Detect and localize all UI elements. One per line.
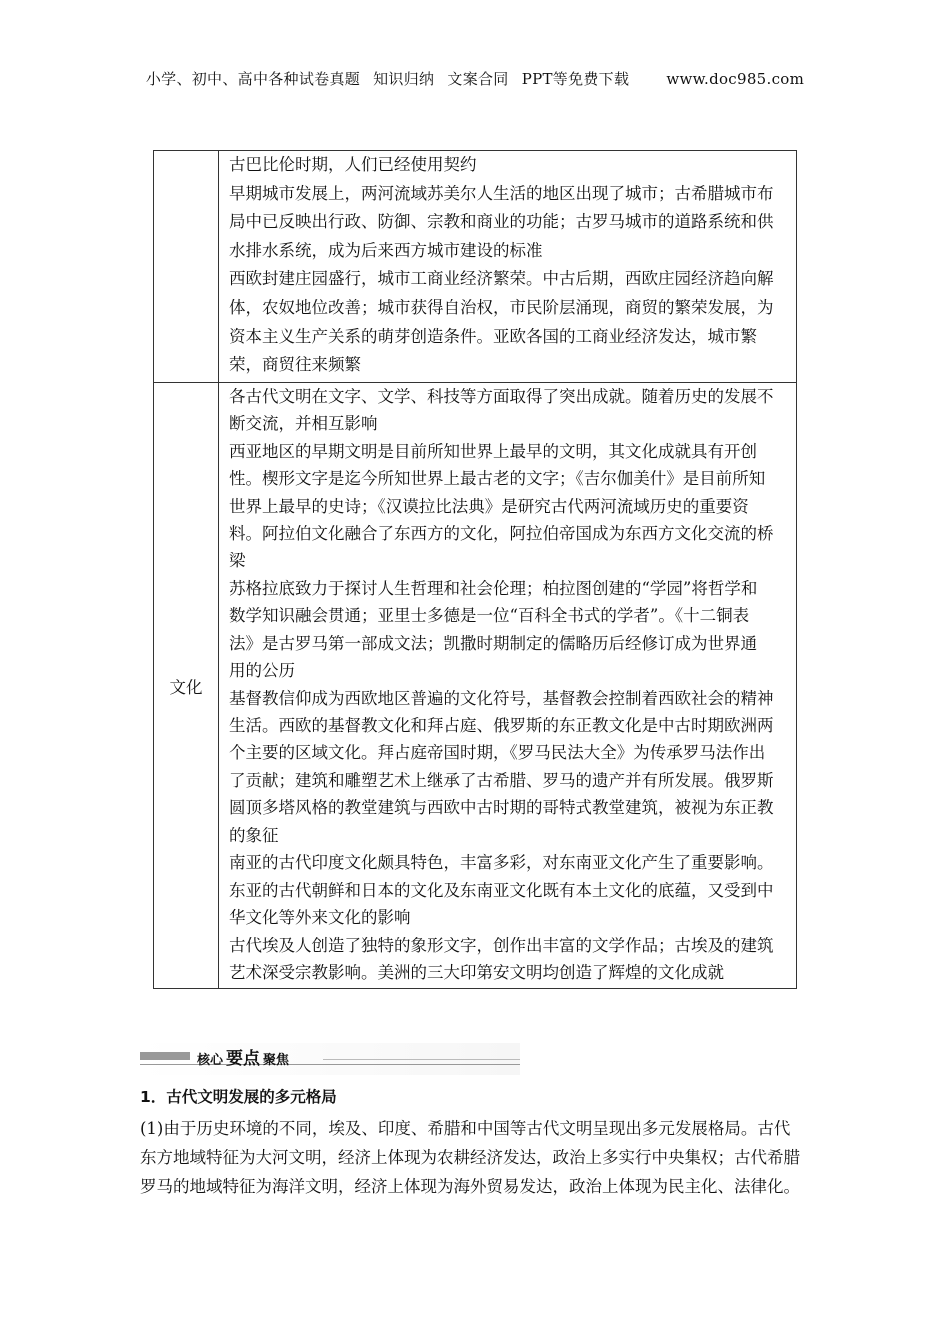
row-content <box>219 151 797 383</box>
row-content <box>219 382 797 989</box>
paragraph-line: 早期城市发展上，两河流域苏美尔人生活的地区出现了城市；古希腊城市布 <box>229 183 774 203</box>
paragraph-line: 南亚的古代印度文化颇具特色，丰富多彩，对东南亚文化产生了重要影响。 <box>229 853 774 873</box>
paragraph-line: 艺术深受宗教影响。美洲的三大印第安文明均创造了辉煌的文化成就 <box>229 962 724 982</box>
paragraph-line: 法》是古罗马第一部成文法；凯撒时期制定的儒略历后经修订成为世界通 <box>229 633 757 653</box>
page-header <box>0 68 950 89</box>
paragraph-line: 数学知识融会贯通；亚里士多德是一位“百科全书式的学者”。《十二铜表 <box>229 606 750 626</box>
banner-title <box>197 1044 289 1069</box>
paragraph-line: 西欧封建庄园盛行，城市工商业经济繁荣。中古后期，西欧庄园经济趋向解 <box>229 269 774 289</box>
table-row-culture <box>154 382 797 989</box>
section-banner <box>140 1043 520 1075</box>
table-paragraph <box>229 877 788 932</box>
header-item: 小学、初中、高中各种试卷真题 <box>145 70 361 88</box>
paragraph-line: 西亚地区的早期文明是目前所知世界上最早的文明，其文化成就具有开创 <box>229 441 757 461</box>
table-paragraph <box>229 265 788 379</box>
paragraph-line: 古代埃及人创造了独特的象形文字，创作出丰富的文学作品；古埃及的建筑 <box>229 935 774 955</box>
paragraph-line: 了贡献；建筑和雕塑艺术上继承了古希腊、罗马的遗产并有所发展。俄罗斯 <box>229 770 774 790</box>
paragraph-line: (1)由于历史环境的不同，埃及、印度、希腊和中国等古代文明呈现出多元发展格局。古代 <box>140 1119 791 1138</box>
banner-text-emphasis: 要点 <box>226 1049 261 1069</box>
paragraph-line: 个主要的区域文化。拜占庭帝国时期，《罗马民法大全》为传承罗马法作出 <box>229 743 766 763</box>
banner-text: 聚焦 <box>263 1053 290 1068</box>
paragraph-line: 断交流，并相互影响 <box>229 414 378 434</box>
paragraph-line: 罗马的地域特征为海洋文明，经济上体现为海外贸易发达，政治上体现为民主化、法律化。 <box>140 1177 800 1196</box>
table-paragraph <box>229 383 788 438</box>
paragraph-line: 水排水系统，成为后来西方城市建设的标准 <box>229 240 543 260</box>
paragraph-line: 性。楔形文字是迄今所知世界上最古老的文字；《吉尔伽美什》是目前所知 <box>229 469 766 489</box>
header-link[interactable]: www.doc985.com <box>666 70 805 88</box>
table-paragraph <box>229 849 788 876</box>
header-item: 文案合同 <box>447 70 509 88</box>
content-table <box>153 150 797 989</box>
table-paragraph <box>229 438 788 575</box>
table-paragraph <box>229 180 788 266</box>
paragraph-line: 华文化等外来文化的影响 <box>229 908 411 928</box>
paragraph-line: 各古代文明在文字、文学、科技等方面取得了突出成就。随着历史的发展不 <box>229 386 774 406</box>
banner-text: 核心 <box>197 1053 224 1068</box>
paragraph-line: 圆顶多塔风格的教堂建筑与西欧中古时期的哥特式教堂建筑，被视为东正教 <box>229 798 774 818</box>
paragraph-line: 荣，商贸往来频繁 <box>229 355 361 375</box>
row-label: 文化 <box>154 382 219 989</box>
paragraph-line: 基督教信仰成为西欧地区普遍的文化符号，基督教会控制着西欧社会的精神 <box>229 688 774 708</box>
paragraph-line: 世界上最早的史诗；《汉谟拉比法典》是研究古代两河流域历史的重要资 <box>229 496 749 516</box>
table-row-economy <box>154 151 797 383</box>
point-heading: 1．古代文明发展的多元格局 <box>140 1088 337 1106</box>
point-paragraph <box>140 1114 800 1201</box>
row-label <box>154 151 219 383</box>
paragraph-line: 梁 <box>229 551 246 571</box>
paragraph-line: 体，农奴地位改善；城市获得自治权，市民阶层涌现，商贸的繁荣发展，为 <box>229 297 774 317</box>
table-paragraph <box>229 575 788 685</box>
header-item: 知识归纳 <box>373 70 435 88</box>
banner-rule <box>323 1059 520 1060</box>
banner-bar <box>140 1052 190 1060</box>
paragraph-line: 东方地域特征为大河文明，经济上体现为农耕经济发达，政治上多实行中央集权；古代希腊 <box>140 1148 800 1167</box>
header-item: PPT等免费下载 <box>521 70 630 88</box>
paragraph-line: 局中已反映出行政、防御、宗教和商业的功能；古罗马城市的道路系统和供 <box>229 212 774 232</box>
paragraph-line: 古巴比伦时期，人们已经使用契约 <box>229 155 477 174</box>
table-paragraph <box>229 932 788 987</box>
table-paragraph <box>229 685 788 850</box>
table-paragraph <box>229 151 788 180</box>
paragraph-line: 生活。西欧的基督教文化和拜占庭、俄罗斯的东正教文化是中古时期欧洲两 <box>229 716 774 735</box>
paragraph-line: 料。阿拉伯文化融合了东西方的文化，阿拉伯帝国成为东西方文化交流的桥 <box>229 523 774 543</box>
paragraph-line: 资本主义生产关系的萌芽创造条件。亚欧各国的工商业经济发达，城市繁 <box>229 326 757 346</box>
paragraph-line: 东亚的古代朝鲜和日本的文化及东南亚文化既有本土文化的底蕴，又受到中 <box>229 880 774 900</box>
paragraph-line: 用的公历 <box>229 661 295 681</box>
paragraph-line: 苏格拉底致力于探讨人生哲理和社会伦理；柏拉图创建的“学园”将哲学和 <box>229 578 758 598</box>
paragraph-line: 的象征 <box>229 825 279 845</box>
